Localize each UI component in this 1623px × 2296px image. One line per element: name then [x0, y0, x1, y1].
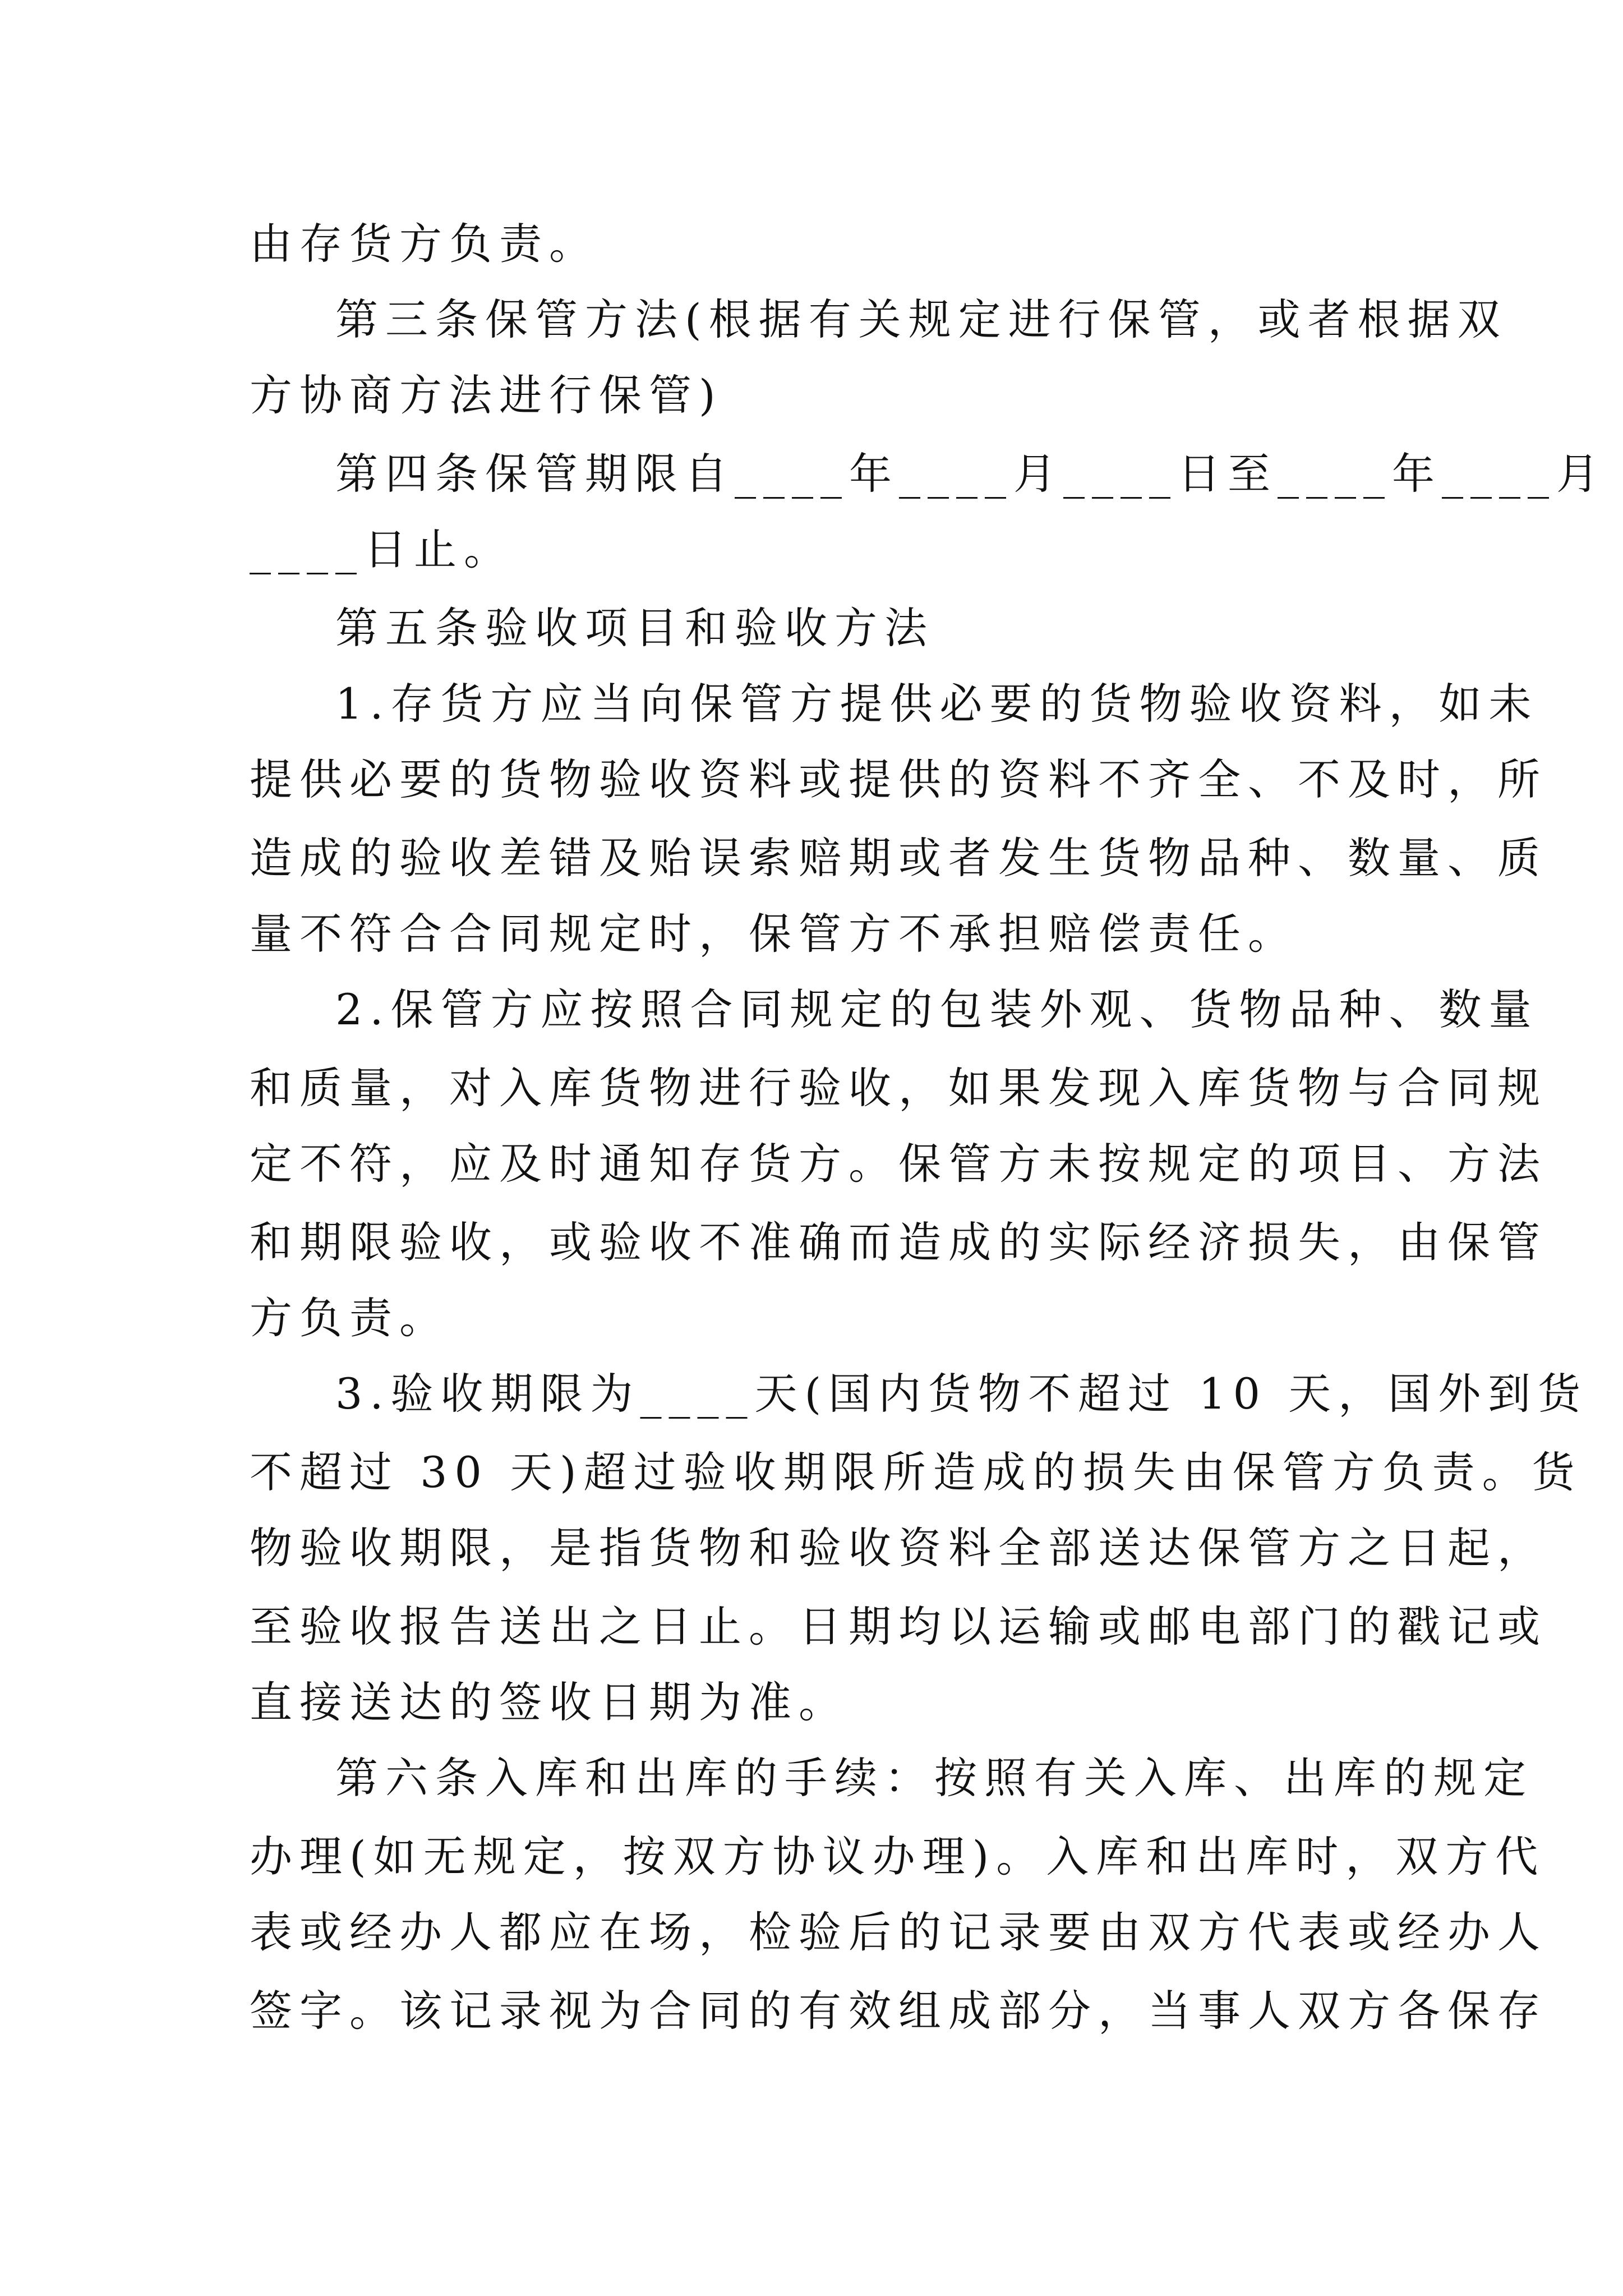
text-line: 第三条保管方法(根据有关规定进行保管，或者根据双 [335, 295, 1507, 344]
text-line: 至验收报告送出之日止。日期均以运输或邮电部门的戳记或 [250, 1602, 1547, 1651]
text-line: 提供必要的货物验收资料或提供的资料不齐全、不及时，所 [250, 754, 1547, 804]
text-line: 造成的验收差错及贻误索赔期或者发生货物品种、数量、质 [250, 833, 1547, 883]
text-line: 量不符合合同规定时，保管方不承担赔偿责任。 [250, 909, 1298, 959]
text-line: 不超过 30 天)超过验收期限所造成的损失由保管方负责。货 [250, 1447, 1582, 1497]
text-line: 2.保管方应按照合同规定的包装外观、货物品种、数量 [335, 984, 1539, 1034]
text-line: 办理(如无规定，按双方协议办理)。入库和出库时，双方代 [250, 1832, 1546, 1881]
text-line: 第五条验收项目和验收方法 [335, 603, 934, 653]
text-line: 定不符，应及时通知存货方。保管方未按规定的项目、方法 [250, 1139, 1547, 1189]
text-line: 第六条入库和出库的手续：按照有关入库、出库的规定 [335, 1753, 1533, 1803]
text-line: 和期限验收，或验收不准确而造成的实际经济损失，由保管 [250, 1217, 1547, 1267]
text-line: ____日止。 [250, 524, 514, 574]
text-line: 1.存货方应当向保管方提供必要的货物验收资料，如未 [335, 679, 1539, 729]
text-line: 签字。该记录视为合同的有效组成部分，当事人双方各保存 [250, 1986, 1547, 2036]
text-line: 方负责。 [250, 1293, 449, 1343]
text-line: 物验收期限，是指货物和验收资料全部送达保管方之日起， [250, 1523, 1547, 1573]
text-line: 方协商方法进行保管) [250, 370, 723, 420]
text-line: 和质量，对入库货物进行验收，如果发现入库货物与合同规 [250, 1063, 1547, 1113]
text-line: 由存货方负责。 [250, 219, 599, 269]
text-line: 3.验收期限为____天(国内货物不超过 10 天，国外到货 [335, 1369, 1588, 1419]
text-line: 第四条保管期限自____年____月____日至____年____月 [335, 449, 1606, 499]
text-line: 直接送达的签收日期为准。 [250, 1677, 849, 1727]
text-line: 表或经办人都应在场，检验后的记录要由双方代表或经办人 [250, 1907, 1547, 1957]
